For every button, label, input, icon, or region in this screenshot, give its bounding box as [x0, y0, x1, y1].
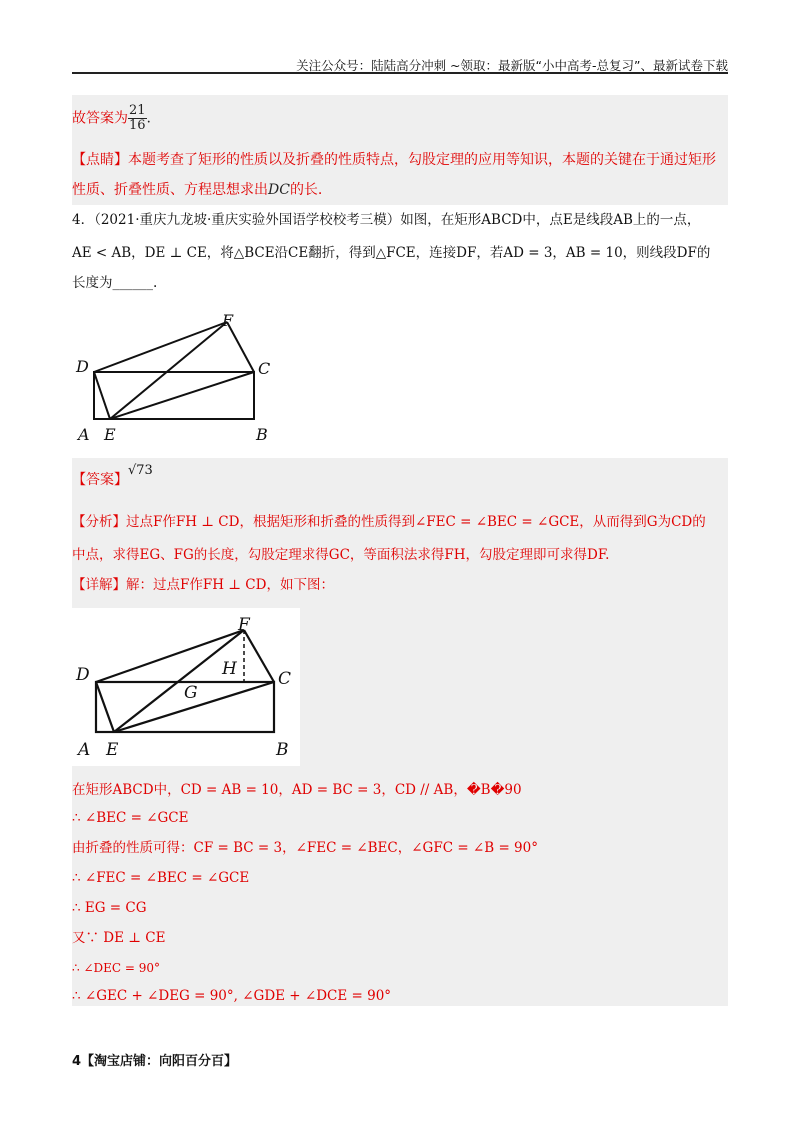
- label-d-2: D: [76, 665, 90, 685]
- label-g-2: G: [184, 683, 198, 703]
- page-header: 关注公众号：陆陆高分冲刺 ~领取：最新版“小中高考-总复习”、最新试卷下载: [296, 58, 728, 73]
- segment-df: [94, 322, 227, 372]
- analysis-line2: 中点，求得EG、FG的长度，勾股定理求得GC，等面积法求得FH，勾股定理即可求得DF.: [72, 547, 610, 563]
- label-b: B: [256, 425, 268, 444]
- label-h-2: H: [222, 659, 237, 679]
- answer-suffix: .: [146, 110, 151, 127]
- step-1: 在矩形ABCD中，CD = AB = 10，AD = BC = 3，CD // AB，�B�90: [72, 782, 522, 798]
- label-f: F: [222, 311, 234, 330]
- dianjing-text2a: 性质、折叠性质、方程思想求出: [72, 182, 268, 198]
- answer-value: √73: [128, 463, 153, 478]
- answer-line: [72, 463, 153, 491]
- answer-fraction: [128, 104, 147, 133]
- question-line3: 长度为______.: [72, 275, 158, 291]
- detail-intro: 解：过点F作FH ⊥ CD，如下图：: [126, 577, 334, 593]
- label-e-2: E: [106, 740, 119, 760]
- detail-line: [72, 575, 334, 595]
- dianjing-dc: DC: [268, 182, 290, 198]
- step-5: ∴ EG = CG: [72, 900, 147, 916]
- dianjing-tag: 【点睛】: [72, 152, 128, 168]
- label-a-2: A: [78, 740, 91, 760]
- label-f-2: F: [238, 615, 250, 635]
- segment-ef: [110, 322, 227, 419]
- label-a: A: [78, 425, 90, 444]
- segment-de-2: [96, 682, 114, 732]
- label-d: D: [76, 357, 89, 376]
- label-e: E: [104, 425, 116, 444]
- dianjing-text2c: 的长.: [289, 182, 323, 198]
- step-3: 由折叠的性质可得：CF = BC = 3，∠FEC = ∠BEC，∠GFC = ∠B = 90°: [72, 840, 538, 856]
- analysis-tag: 【分析】: [72, 514, 126, 530]
- step-8: ∴ ∠GEC + ∠DEG = 90°, ∠GDE + ∠DCE = 90°: [72, 988, 392, 1004]
- detail-tag: 【详解】: [72, 577, 126, 593]
- prev-answer-line: [72, 104, 151, 133]
- figure-1: [72, 308, 292, 448]
- header-rule: [72, 72, 728, 74]
- label-c-2: C: [278, 669, 292, 689]
- dianjing-line2: [72, 180, 322, 200]
- step-6: 又∵ DE ⊥ CE: [72, 930, 166, 946]
- label-b-2: B: [276, 740, 289, 760]
- step-4: ∴ ∠FEC = ∠BEC = ∠GCE: [72, 870, 250, 886]
- figure-2: [72, 608, 300, 766]
- step-2: ∴ ∠BEC = ∠GCE: [72, 810, 189, 826]
- question-line1: 4．（2021·重庆九龙坡·重庆实验外国语学校校考三模）如图，在矩形ABCD中，点E是线段AB上的一点，: [72, 212, 701, 228]
- question-line2: AE < AB，DE ⊥ CE，将△BCE沿CE翻折，得到△FCE，连接DF，若AD = 3，AB = 10，则线段DF的: [72, 245, 711, 261]
- analysis-line1: [72, 512, 706, 532]
- fraction-numerator: 21: [129, 103, 146, 118]
- step-7: ∴ ∠DEC = 90°: [72, 961, 161, 975]
- label-c: C: [258, 359, 271, 378]
- dianjing-line1: [72, 150, 716, 170]
- dianjing-text1: 本题考查了矩形的性质以及折叠的性质特点，勾股定理的应用等知识，本题的关键在于通过矩形: [128, 152, 716, 168]
- page-footer: 4【淘宝店铺：向阳百分百】: [72, 1054, 238, 1069]
- analysis-text1: 过点F作FH ⊥ CD，根据矩形和折叠的性质得到∠FEC = ∠BEC = ∠GCE，从而得到G为CD的: [126, 514, 706, 530]
- segment-ec: [110, 372, 254, 419]
- fraction-denominator: 16: [129, 118, 146, 133]
- segment-fc-2: [244, 630, 274, 682]
- segment-de: [94, 372, 110, 419]
- answer-tag: 【答案】: [72, 472, 128, 488]
- answer-prefix: 故答案为: [72, 110, 128, 127]
